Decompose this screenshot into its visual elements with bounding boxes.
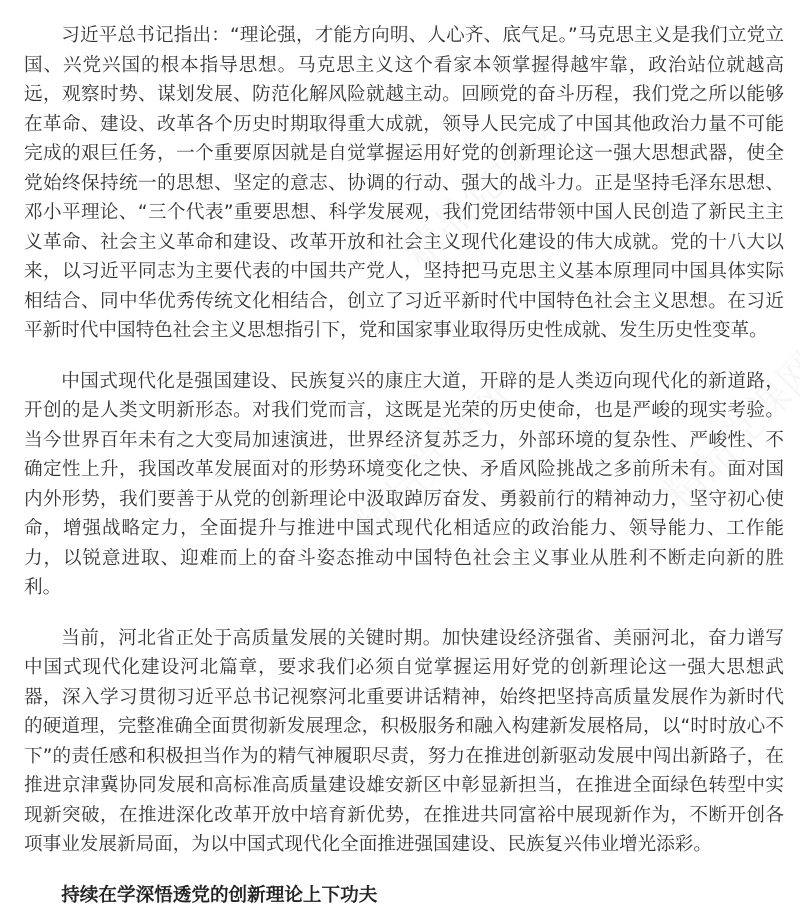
article-body bbox=[24, 21, 784, 910]
paragraph-3: 当前，河北省正处于高质量发展的关键时期。加快建设经济强省、美丽河北，奋力谱写中国式现代化建设河北篇章，要求我们必须自觉掌握运用好党的创新理论这一强大思想武器，深入学习贯彻习近平总书记视察河北重要讲话精神，始终把坚持高质量发展作为新时代的硬道理，完整准确全面贯彻新发展理念，积极服务和融入构建新发展格局，以“时时放心不下”的责任感和积极担当作为的精气神履职尽责，努力在推进创新驱动发展中闯出新路子，在推进京津冀协同发展和高标准高质量建设雄安新区中彰显新担当，在推进全面绿色转型中实现新突破，在推进深化改革开放中培育新优势，在推进共同富裕中展现新作为，不断开创各项事业发展新局面，为以中国式现代化全面推进强国建设、民族复兴伟业增光添彩。 bbox=[24, 624, 784, 860]
section-heading: 持续在学深悟透党的创新理论上下功夫 bbox=[24, 881, 784, 910]
paragraph-1: 习近平总书记指出：“理论强，才能方向明、人心齐、底气足。”马克思主义是我们立党立国、兴党兴国的根本指导思想。马克思主义这个看家本领掌握得越牢靠，政治站位就越高远，观察时势、谋划发展、防范化解风险就越主动。回顾党的奋斗历程，我们党之所以能够在革命、建设、改革各个历史时期取得重大成就，领导人民完成了中国其他政治力量不可能完成的艰巨任务，一个重要原因就是自觉掌握运用好党的创新理论这一强大思想武器，使全党始终保持统一的思想、坚定的意志、协调的行动、强大的战斗力。正是坚持毛泽东思想、邓小平理论、“三个代表”重要思想、科学发展观，我们党团结带领中国人民创造了新民主主义革命、社会主义革命和建设、改革开放和社会主义现代化建设的伟大成就。党的十八大以来，以习近平同志为主要代表的中国共产党人，坚持把马克思主义基本原理同中国具体实际相结合、同中华优秀传统文化相结合，创立了习近平新时代中国特色社会主义思想。在习近平新时代中国特色社会主义思想指引下，党和国家事业取得历史性成就、发生历史性变革。 bbox=[24, 21, 784, 346]
paragraph-2: 中国式现代化是强国建设、民族复兴的康庄大道，开辟的是人类迈向现代化的新道路，开创的是人类文明新形态。对我们党而言，这既是光荣的历史使命，也是严峻的现实考验。当今世界百年未有之大变局加速演进，世界经济复苏乏力，外部环境的复杂性、严峻性、不确定性上升，我国改革发展面对的形势环境变化之快、矛盾风险挑战之多前所未有。面对国内外形势，我们要善于从党的创新理论中汲取踔厉奋发、勇毅前行的精神动力，坚守初心使命，增强战略定力，全面提升与推进中国式现代化相适应的政治能力、领导能力、工作能力，以锐意进取、迎难而上的奋斗姿态推动中国特色社会主义事业从胜利不断走向新的胜利。 bbox=[24, 367, 784, 603]
